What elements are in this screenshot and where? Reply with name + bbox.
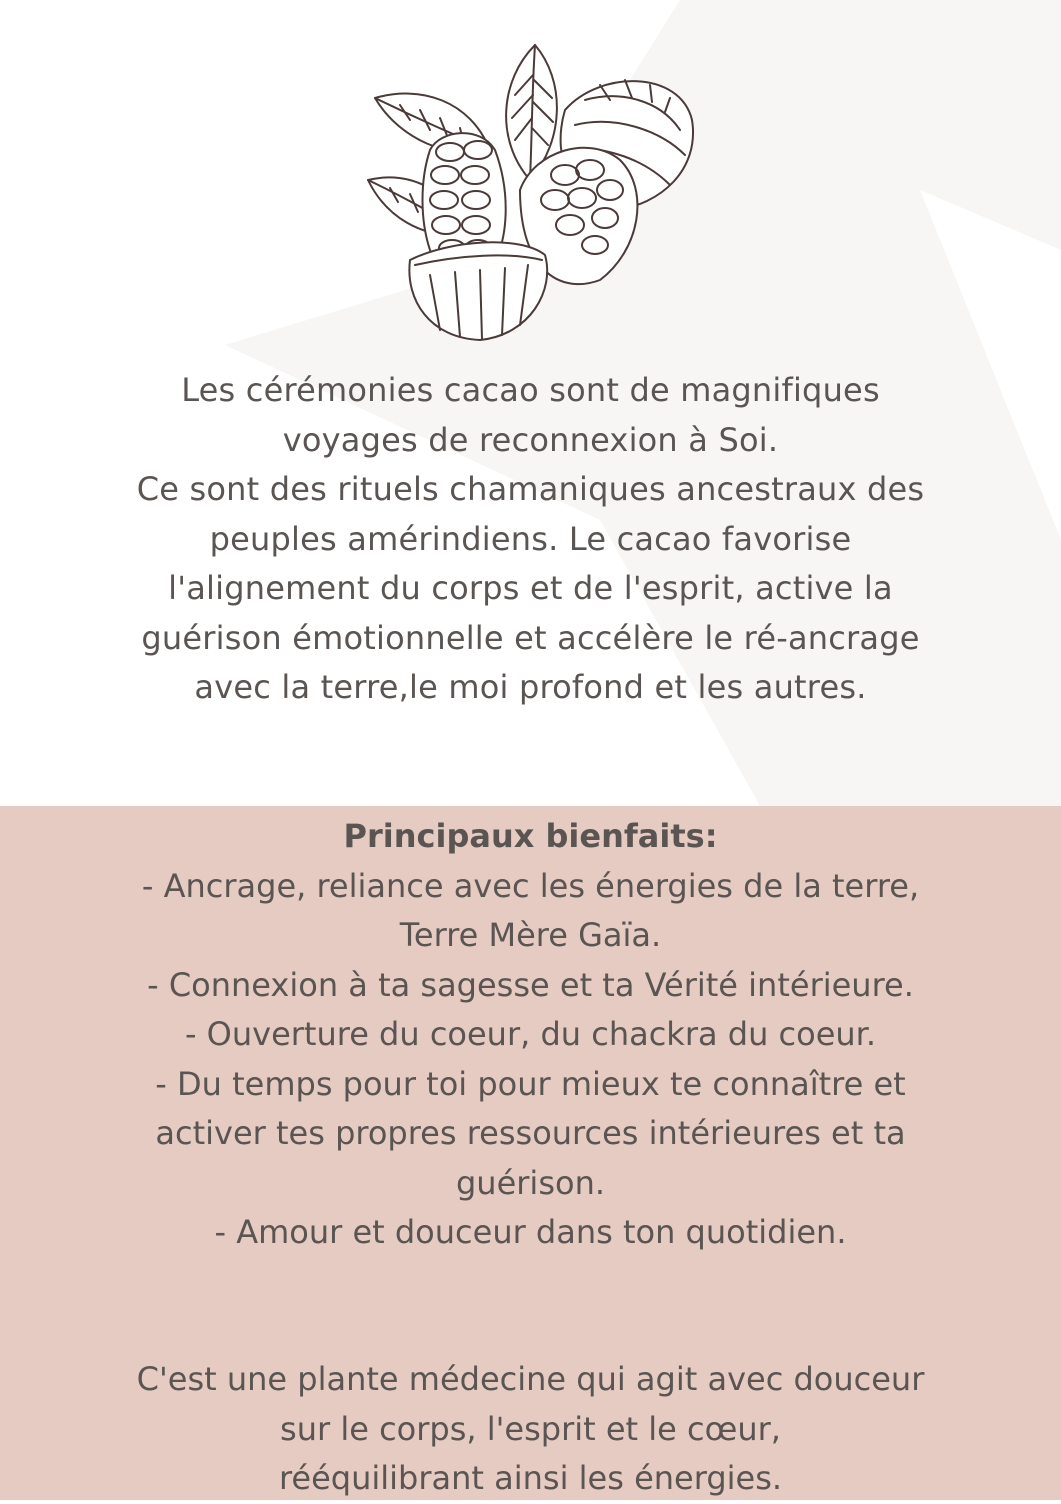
intro-line: Ce sont des rituels chamaniques ancestraux des (136, 470, 925, 508)
benefit-line: - Amour et douceur dans ton quotidien. (214, 1213, 847, 1251)
benefit-line: - Ancrage, reliance avec les énergies de la terre, (141, 866, 920, 905)
benefit-line: guérison. (455, 1163, 606, 1202)
intro-line: l'alignement du corps et de l'esprit, active la (168, 569, 893, 607)
intro-line: Les cérémonies cacao sont de magnifiques (181, 371, 880, 409)
closing-line: C'est une plante médecine qui agit avec douceur (136, 1360, 925, 1398)
cacao-pods-illustration (360, 40, 700, 345)
closing-line: sur le corps, l'esprit et le cœur, (280, 1409, 781, 1448)
benefit-line: - Du temps pour toi pour mieux te connaître et (155, 1064, 906, 1103)
benefit-line: - Ouverture du coeur, du chackra du coeur. (184, 1015, 877, 1053)
benefits-heading: Principaux bienfaits: (343, 817, 718, 855)
intro-line: guérison émotionnelle et accélère le ré-ancrage (141, 618, 920, 657)
benefit-line: Terre Mère Gaïa. (399, 916, 662, 954)
intro-line: peuples amérindiens. Le cacao favorise (209, 519, 852, 558)
benefits-list (40, 812, 1021, 1258)
intro-line: avec la terre,le moi profond et les autres. (194, 668, 867, 706)
benefit-line: - Connexion à ta sagesse et ta Vérité intérieure. (147, 965, 914, 1004)
closing-line: rééquilibrant ainsi les énergies. (278, 1459, 783, 1497)
intro-line: voyages de reconnexion à Soi. (282, 420, 779, 459)
benefit-line: activer tes propres ressources intérieures et ta (155, 1114, 906, 1152)
closing-paragraph (40, 1355, 1021, 1504)
intro-paragraph (60, 366, 1001, 713)
